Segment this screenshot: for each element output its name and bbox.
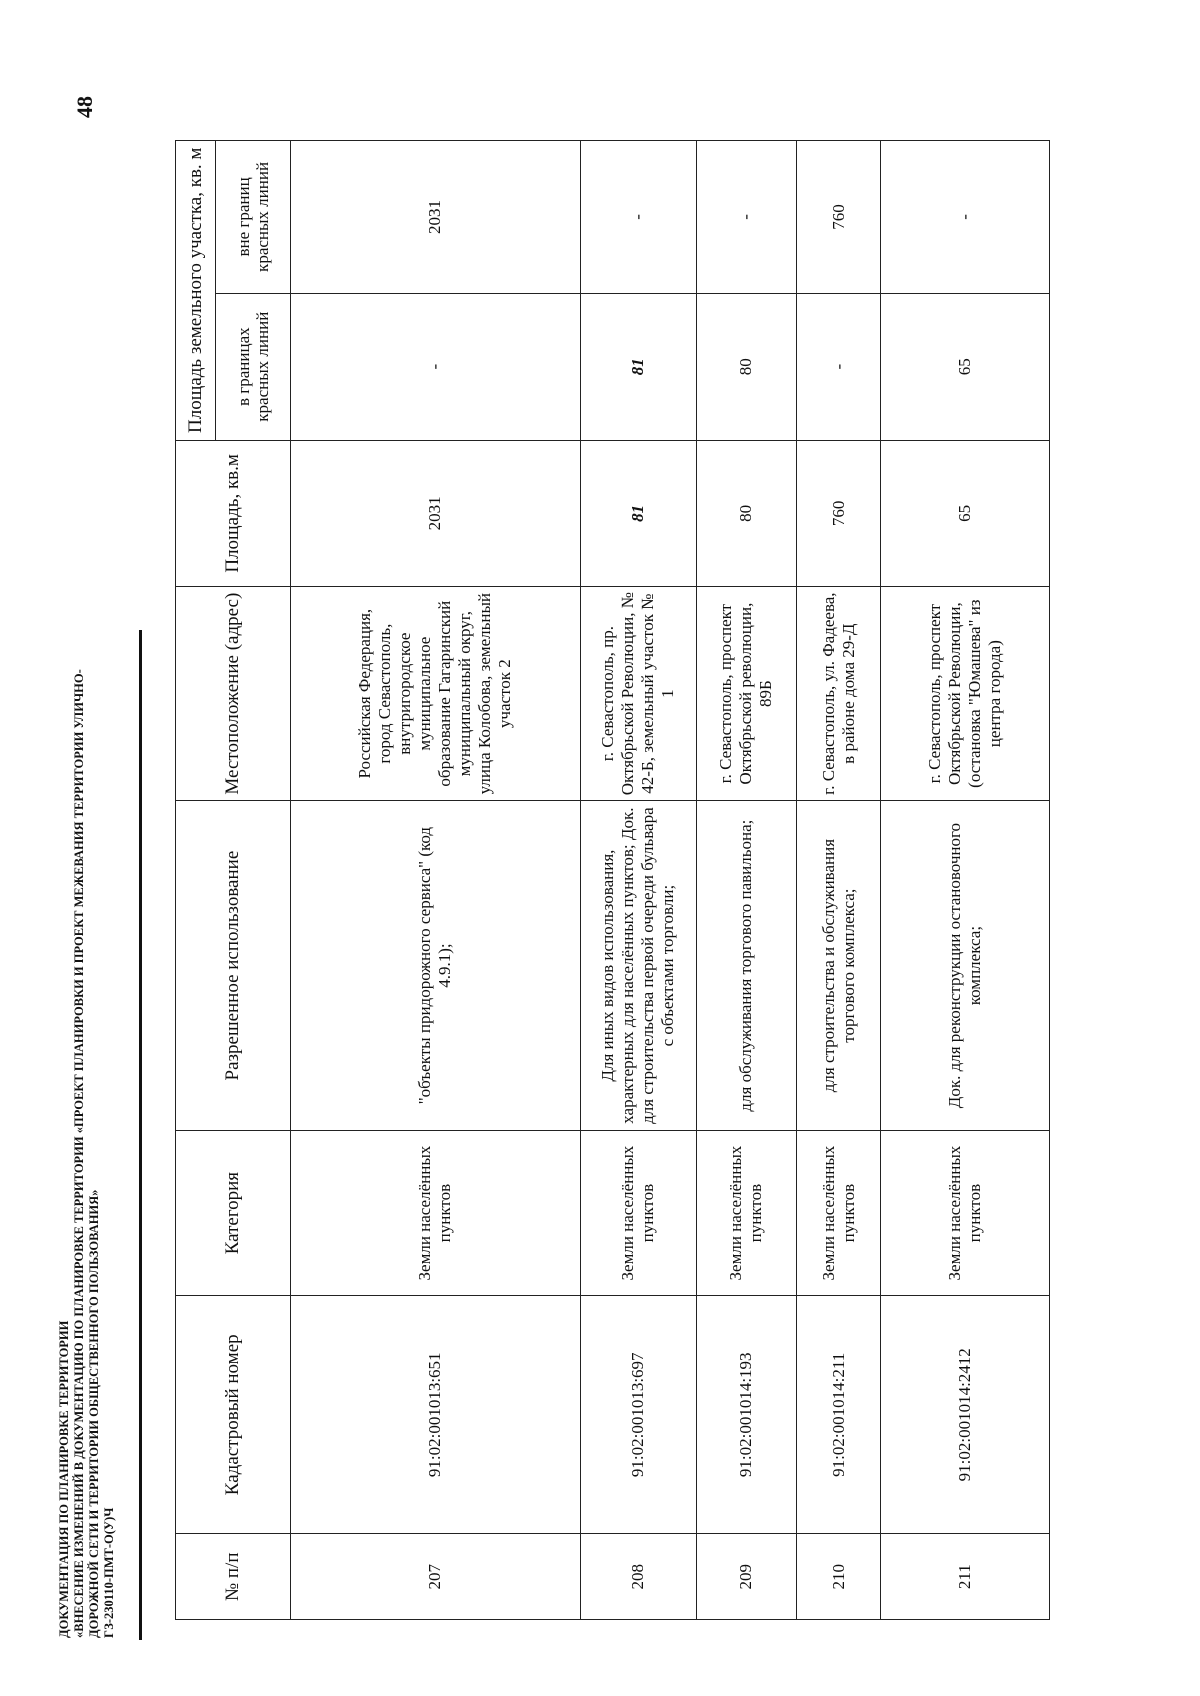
cell-num: 211 bbox=[881, 1534, 1050, 1620]
cell-location: г. Севастополь, пр. Октябрьской Революции, № 42-Б, земельный участок № 1 bbox=[580, 587, 696, 801]
header-category: Категория bbox=[176, 1131, 291, 1296]
cell-inside: 81 bbox=[580, 293, 696, 440]
table-row bbox=[291, 141, 581, 1620]
cell-area: 80 bbox=[696, 440, 796, 587]
header-cadastral: Кадастровый номер bbox=[176, 1296, 291, 1534]
cell-num: 209 bbox=[696, 1534, 796, 1620]
cell-outside: - bbox=[580, 141, 696, 294]
cell-outside: - bbox=[696, 141, 796, 294]
cell-outside: - bbox=[881, 141, 1050, 294]
table-row bbox=[696, 141, 796, 1620]
cell-area: 760 bbox=[796, 440, 880, 587]
header-line-3: ДОРОЖНОЙ СЕТИ И ТЕРРИТОРИИ ОБЩЕСТВЕННОГО ПОЛЬЗОВАНИЯ» bbox=[87, 1189, 101, 1638]
header-area-group: Площадь земельного участка, кв. м bbox=[176, 141, 216, 441]
cell-outside: 760 bbox=[796, 141, 880, 294]
cell-category: Земли населённых пунктов bbox=[881, 1131, 1050, 1296]
cell-num: 210 bbox=[796, 1534, 880, 1620]
page-number: 48 bbox=[72, 96, 97, 118]
cell-cadastral: 91:02:001014:2412 bbox=[881, 1296, 1050, 1534]
header-line-4: ГЗ-230110-ПМТ-О(У)Ч bbox=[102, 1507, 116, 1638]
header-usage: Разрешенное использование bbox=[176, 801, 291, 1131]
document-header bbox=[57, 58, 117, 1638]
cell-category: Земли населённых пунктов bbox=[291, 1131, 581, 1296]
header-area: Площадь, кв.м bbox=[176, 440, 291, 587]
cell-num: 207 bbox=[291, 1534, 581, 1620]
cell-area: 2031 bbox=[291, 440, 581, 587]
land-plots-table bbox=[175, 140, 1050, 1620]
land-plots-table-container bbox=[175, 140, 1050, 1620]
cell-category: Земли населённых пунктов bbox=[696, 1131, 796, 1296]
cell-area: 65 bbox=[881, 440, 1050, 587]
cell-location: г. Севастополь, проспект Октябрьской Революции, (остановка "Юмашева" из центра города) bbox=[881, 587, 1050, 801]
table-row bbox=[580, 141, 696, 1620]
cell-outside: 2031 bbox=[291, 141, 581, 294]
header-line-1: ДОКУМЕНТАЦИЯ ПО ПЛАНИРОВКЕ ТЕРРИТОРИИ bbox=[57, 1320, 71, 1638]
cell-usage: для строительства и обслуживания торгового комплекса; bbox=[796, 801, 880, 1131]
cell-category: Земли населённых пунктов bbox=[796, 1131, 880, 1296]
cell-inside: 80 bbox=[696, 293, 796, 440]
cell-cadastral: 91:02:001013:651 bbox=[291, 1296, 581, 1534]
cell-area: 81 bbox=[580, 440, 696, 587]
table-row bbox=[796, 141, 880, 1620]
header-num: № п/п bbox=[176, 1534, 291, 1620]
header-divider bbox=[139, 630, 142, 1640]
cell-inside: 65 bbox=[881, 293, 1050, 440]
cell-cadastral: 91:02:001014:193 bbox=[696, 1296, 796, 1534]
cell-location: Российская Федерация, город Севастополь, внутригородское муниципальное образование Гагаринский муниципальный округ, улица Колобова, земельный участок 2 bbox=[291, 587, 581, 801]
cell-cadastral: 91:02:001014:211 bbox=[796, 1296, 880, 1534]
cell-location: г. Севастополь, проспект Октябрьской революции, 89Б bbox=[696, 587, 796, 801]
cell-usage: Док. для реконструкции остановочного комплекса; bbox=[881, 801, 1050, 1131]
cell-inside: - bbox=[796, 293, 880, 440]
cell-inside: - bbox=[291, 293, 581, 440]
header-line-2: «ВНЕСЕНИЕ ИЗМЕНЕНИЙ В ДОКУМЕНТАЦИЮ ПО ПЛАНИРОВКЕ ТЕРРИТОРИИ «ПРОЕКТ ПЛАНИРОВКИ И ПРОЕКТ МЕЖЕВАНИЯ ТЕРРИТОРИИ УЛИЧНО- bbox=[72, 669, 86, 1638]
cell-location: г. Севастополь, ул. Фадеева, в районе дома 29-Д bbox=[796, 587, 880, 801]
cell-category: Земли населённых пунктов bbox=[580, 1131, 696, 1296]
cell-num: 208 bbox=[580, 1534, 696, 1620]
cell-usage: для обслуживания торгового павильона; bbox=[696, 801, 796, 1131]
header-location: Местоположение (адрес) bbox=[176, 587, 291, 801]
cell-usage: "объекты придорожного сервиса" (код 4.9.1); bbox=[291, 801, 581, 1131]
cell-usage: Для иных видов использования, характерных для населённых пунктов; Док. для строительства первой очереди бульвара с объектами торговли; bbox=[580, 801, 696, 1131]
cell-cadastral: 91:02:001013:697 bbox=[580, 1296, 696, 1534]
header-area-outside: вне границ красных линий bbox=[216, 141, 291, 294]
table-row bbox=[881, 141, 1050, 1620]
header-area-inside: в границах красных линий bbox=[216, 293, 291, 440]
